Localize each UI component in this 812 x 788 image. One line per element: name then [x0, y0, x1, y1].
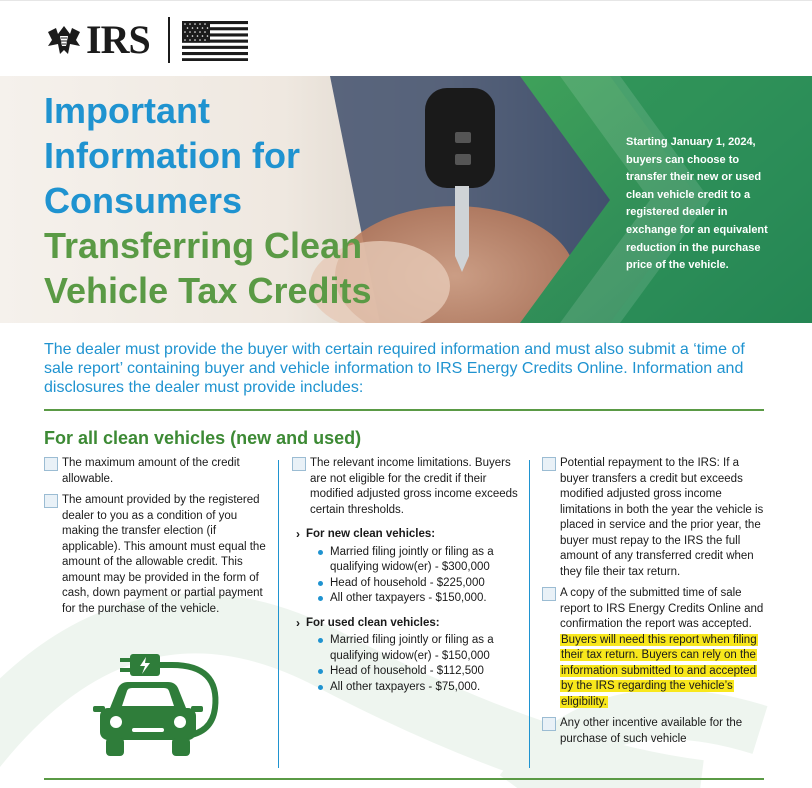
checkbox[interactable] [292, 457, 306, 471]
checklist-item-text: The amount provided by the registered dealer to you as a condition of you making the transfer election (if applicable). This amount must equal the amount of the allowable credit. This amount may be provided in the form of cash, down payment or partial payment for the purchase of the vehicle. [62, 494, 266, 615]
hero-title [44, 88, 464, 313]
checkbox[interactable] [542, 587, 556, 601]
bullet-icon [318, 638, 323, 643]
irs-logo-text: IRS [86, 17, 150, 62]
list-item-text: Head of household - $225,000 [330, 576, 485, 589]
logo-divider [168, 17, 170, 63]
subtitle-line-1: Transferring Clean [44, 225, 363, 266]
list-item [318, 576, 520, 592]
list-item [318, 633, 520, 664]
irs-logo[interactable] [44, 19, 150, 61]
page-header [0, 0, 812, 76]
new-vehicles-heading [296, 527, 520, 543]
list-item [318, 545, 520, 576]
bullet-icon [318, 550, 323, 555]
intro-paragraph: The dealer must provide the buyer with certain required information and must also submit a ‘time of sale report’ containing buyer and vehicle information to IRS Energy Credits Online. Information and disclosures the dealer must provide includes: [44, 341, 745, 396]
list-item-text: Head of household - $112,500 [330, 665, 484, 677]
checklist-item-text: The relevant income limitations. Buyers are not eligible for the credit if their modified adjusted gross income exceeds certain thresholds. [310, 457, 518, 516]
section-heading: For all clean vehicles (new and used) [44, 428, 362, 448]
chevron-right-icon: › [296, 615, 300, 630]
checklist-item [542, 456, 768, 580]
column-1 [44, 456, 266, 623]
list-item [318, 664, 520, 680]
electric-car-plug-icon [90, 648, 230, 768]
title-line-3: Consumers [44, 180, 243, 221]
checklist-item-text: A copy of the submitted time of sale report to IRS Energy Credits Online and confirmation the report was accepted. [560, 587, 764, 630]
list-item-text: Married filing jointly or filing as a qualifying widow(er) - $150,000 [330, 634, 494, 662]
bullet-icon [318, 669, 323, 674]
column-divider [278, 460, 279, 768]
bullet-icon [318, 685, 323, 690]
subtitle-line-2: Vehicle Tax Credits [44, 270, 372, 311]
us-flag-icon [182, 21, 248, 61]
section-divider-top [44, 409, 764, 411]
new-vehicles-heading-text: For new clean vehicles: [306, 528, 436, 540]
checklist-item [542, 716, 768, 747]
list-item-text: All other taxpayers - $150,000. [330, 592, 487, 604]
irs-eagle-icon [44, 20, 84, 60]
chevron-right-icon: › [296, 527, 300, 541]
list-item [318, 680, 520, 696]
checkbox[interactable] [542, 457, 556, 471]
checklist-item [44, 493, 266, 617]
hero-banner [0, 76, 812, 323]
bullet-icon [318, 581, 323, 586]
title-line-2: Information for [44, 135, 300, 176]
list-item-text: All other taxpayers - $75,000. [330, 680, 481, 693]
list-item-text: Married filing jointly or filing as a qualifying widow(er) - $300,000 [330, 545, 494, 573]
section-divider-bottom [44, 778, 764, 780]
bullet-icon [318, 596, 323, 601]
used-vehicles-heading [296, 616, 520, 632]
new-vehicles-list [318, 545, 520, 607]
checklist-item-text: Potential repayment to the IRS: If a buyer transfers a credit but exceeds modified adjusted gross income limitations in both the year the vehicle is placed in service and the prior year, the buyer must repay to the IRS the full amount of any transferred credit when they file their tax return. [560, 457, 764, 578]
checkbox[interactable] [44, 457, 58, 471]
title-line-1: Important [44, 90, 210, 131]
column-2 [292, 456, 520, 695]
column-divider [529, 460, 530, 768]
checkbox[interactable] [44, 494, 58, 508]
checklist-item-text: The maximum amount of the credit allowable. [62, 457, 240, 485]
column-3 [542, 456, 768, 753]
highlighted-text: Buyers will need this report when filing their tax return. Buyers can rely on the information submitted to and accepted by the IRS regarding the vehicle’s eligibility. [561, 633, 757, 708]
used-vehicles-list [318, 633, 520, 695]
checklist-item-text: Any other incentive available for the purchase of such vehicle [560, 717, 743, 745]
hero-blurb: Starting January 1, 2024, buyers can choose to transfer their new or used clean vehicle credit to a registered dealer in exchange for an equivalent reduction in the purchase price of the vehicle. [626, 136, 768, 272]
checklist-item [44, 456, 266, 487]
checklist-item [542, 586, 768, 710]
checkbox[interactable] [542, 717, 556, 731]
list-item [318, 591, 520, 607]
checklist-item [292, 456, 520, 518]
used-vehicles-heading-text: For used clean vehicles: [306, 616, 440, 629]
